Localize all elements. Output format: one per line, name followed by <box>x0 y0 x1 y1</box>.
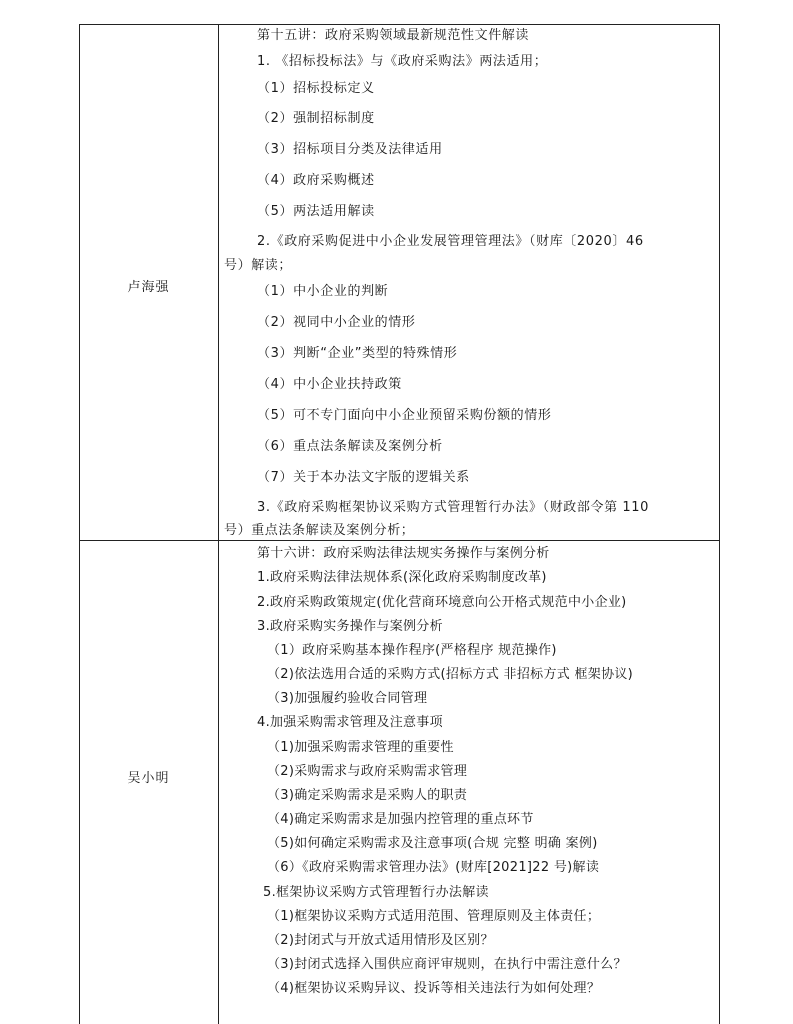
list-item: （6）重点法条解读及案例分析 <box>257 439 443 454</box>
list-item: （1）政府采购基本操作程序(严格程序 规范操作) <box>267 643 557 658</box>
list-item: （6）《政府采购需求管理办法》(财库[2021]22 号)解读 <box>267 860 600 875</box>
list-item: （3）判断“企业”类型的特殊情形 <box>257 346 458 361</box>
list-item: （4)框架协议采购异议、投诉等相关违法行为如何处理？ <box>267 981 601 996</box>
row-divider <box>79 540 720 541</box>
list-item: （4)确定采购需求是加强内控管理的重点环节 <box>267 812 534 827</box>
list-item: （2）强制招标制度 <box>257 111 375 126</box>
list-item: （2)封闭式与开放式适用情形及区别？ <box>267 933 494 948</box>
list-item: （1)框架协议采购方式适用范围、管理原则及主体责任； <box>267 909 601 924</box>
list-item: （1)加强采购需求管理的重要性 <box>267 740 454 755</box>
list-item: （2）视同中小企业的情形 <box>257 315 416 330</box>
list-item: （1）招标投标定义 <box>257 81 375 96</box>
lecturer-name: 卢海强 <box>127 280 170 295</box>
list-item: （3)确定采购需求是采购人的职责 <box>267 788 468 803</box>
section-heading: 1.政府采购法律法规体系(深化政府采购制度改革) <box>257 570 547 585</box>
section-heading: 3.政府采购实务操作与案例分析 <box>257 619 443 634</box>
section-heading: 4.加强采购需求管理及注意事项 <box>257 715 443 730</box>
section-heading: 2.《政府采购促进中小企业发展管理管理法》（财库〔2020〕46 <box>257 234 644 249</box>
column-divider <box>218 24 219 1024</box>
table-top-border <box>79 24 720 25</box>
section-heading-continued: 号）解读； <box>224 258 293 273</box>
section-heading: 5.框架协议采购方式管理暂行办法解读 <box>263 885 489 900</box>
section-heading: 3.《政府采购框架协议采购方式管理暂行办法》（财政部令第 110 <box>257 500 650 515</box>
list-item: （2)采购需求与政府采购需求管理 <box>267 764 468 779</box>
section-heading-continued: 号）重点法条解读及案例分析； <box>224 523 415 538</box>
lecturer-name: 吴小明 <box>127 771 170 786</box>
list-item: （2)依法选用合适的采购方式(招标方式 非招标方式 框架协议) <box>267 667 634 682</box>
list-item: （5)如何确定采购需求及注意事项(合规 完整 明确 案例) <box>267 836 598 851</box>
section-heading: 2.政府采购政策规定(优化营商环境意向公开格式规范中小企业) <box>257 595 627 610</box>
list-item: （3)加强履约验收合同管理 <box>267 691 428 706</box>
table-right-border <box>719 24 720 1024</box>
list-item: （3）招标项目分类及法律适用 <box>257 142 443 157</box>
list-item: （5）两法适用解读 <box>257 204 375 219</box>
list-item: （4）政府采购概述 <box>257 173 375 188</box>
lecture-title: 第十六讲：政府采购法律法规实务操作与案例分析 <box>257 546 550 561</box>
list-item: （5）可不专门面向中小企业预留采购份额的情形 <box>257 408 552 423</box>
list-item: （1）中小企业的判断 <box>257 284 389 299</box>
list-item: （3)封闭式选择入围供应商评审规则，在执行中需注意什么？ <box>267 957 627 972</box>
table-left-border <box>79 24 80 1024</box>
list-item: （4）中小企业扶持政策 <box>257 377 402 392</box>
list-item: （7）关于本办法文字版的逻辑关系 <box>257 470 470 485</box>
section-heading: 1. 《招标投标法》与《政府采购法》两法适用； <box>257 54 548 69</box>
lecture-title: 第十五讲：政府采购领域最新规范性文件解读 <box>257 28 530 43</box>
course-table <box>79 24 719 1024</box>
